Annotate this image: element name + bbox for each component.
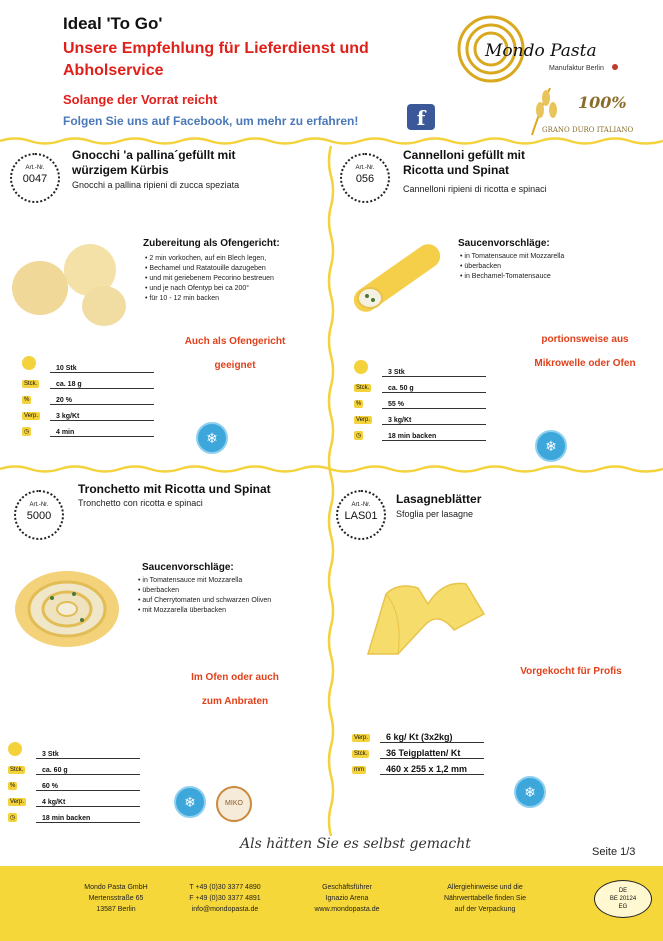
plate-icon: [8, 742, 22, 756]
website-link[interactable]: www.mondopasta.de: [314, 906, 380, 913]
footer-contact: T +49 (0)30 3377 4890 F +49 (0)30 3377 4891 info@mondopasta.de: [170, 882, 280, 915]
spec-table: Verp. 6 kg/ Kt (3x2kg) Stck. 36 Teigplatten/ Kt mm 460 x 255 x 1,2 mm: [352, 726, 484, 775]
timer-icon: ◷: [24, 429, 30, 435]
slogan: Als hätten Sie es selbst gemacht: [240, 836, 471, 852]
hint-list: • in Tomatensauce mit Mozzarella • überbacken • in Bechamel-Tomatensauce: [460, 252, 564, 282]
product-title: Lasagneblätter: [396, 492, 482, 506]
hint-heading: Saucenvorschläge:: [142, 562, 234, 573]
timer-icon: ◷: [10, 815, 16, 821]
product-title: Cannelloni gefüllt mit Ricotta und Spinat: [403, 148, 525, 177]
vertical-divider: [327, 146, 335, 836]
red-note: Vorgekocht für Profis: [520, 666, 622, 677]
frost-badge-icon: ❄: [174, 786, 206, 818]
halal-badge-icon: MIKO: [216, 786, 252, 822]
percent-icon: %: [24, 397, 30, 403]
verp-icon: Verp.: [10, 799, 25, 805]
product-subtitle: Cannelloni ripieni di ricotta e spinaci: [403, 184, 547, 194]
product-subtitle: Sfoglia per lasagne: [396, 509, 474, 519]
gnocchi-image: [8, 238, 128, 328]
spec-table: 3 Stk Stck. ca. 50 g % 55 % Verp. 3 kg/Kt ◷ 18 min backen: [354, 360, 486, 441]
verp-icon: Verp.: [24, 413, 39, 419]
frost-badge-icon: ❄: [514, 776, 546, 808]
footer-company: Mondo Pasta GmbH Mertensstraße 65 13587 Berlin: [84, 884, 148, 913]
eu-health-badge: DE BE 20124 EG: [594, 880, 652, 918]
stck-icon: Stck.: [10, 767, 24, 773]
top-divider: [0, 136, 663, 146]
timer-icon: ◷: [356, 433, 362, 439]
red-note: portionsweise aus Mikrowelle oder Ofen: [534, 334, 636, 369]
stck-icon: Stck.: [356, 385, 370, 391]
stck-icon: Stck.: [24, 381, 38, 387]
percent-icon: %: [10, 783, 16, 789]
grano-duro-badge: [520, 80, 640, 140]
article-number-badge: Art.-Nr. 5000: [14, 490, 64, 540]
red-note: Auch als Ofengericht geeignet: [184, 336, 286, 371]
percent-icon: %: [356, 401, 362, 407]
frost-badge-icon: ❄: [535, 430, 567, 462]
red-note: Im Ofen oder auch zum Anbraten: [191, 672, 279, 707]
hint-heading: Zubereitung als Ofengericht:: [143, 238, 280, 249]
hint-list: • 2 min vorkochen, auf ein Blech legen, • Bechamel und Ratatouille dazugeben • und mit geriebenem Pecorino bestreuen • und je nach Ofentyp bei ca 200° • für 10 - 12 min backen: [145, 254, 274, 304]
plate-icon: [354, 360, 368, 374]
stck-icon: Stck.: [354, 751, 368, 757]
footer-allergy: Allergiehinweise und die Nährwerttabelle finden Sie auf der Verpackung: [443, 884, 527, 913]
brand-name: Mondo Pasta: [485, 41, 597, 61]
footer-management: Geschäftsführer Ignazio Arena www.mondopasta.de: [292, 882, 402, 915]
lasagne-image: [358, 574, 488, 660]
page-number: Seite 1/3: [592, 846, 636, 858]
verp-icon: Verp.: [354, 735, 369, 741]
spec-table: 10 Stk Stck. ca. 18 g % 20 % Verp. 3 kg/Kt ◷ 4 min: [22, 356, 154, 437]
facebook-link[interactable]: Folgen Sie uns auf Facebook, um mehr zu erfahren!: [63, 114, 359, 128]
product-subtitle: Gnocchi a pallina ripieni di zucca speziata: [72, 180, 240, 190]
facebook-icon[interactable]: f: [407, 104, 435, 130]
tronchetto-image: [12, 568, 122, 650]
hint-list: • in Tomatensauce mit Mozzarella • überbacken • auf Cherrytomaten und schwarzen Oliven • mit Mozzarella überbacken: [138, 576, 271, 616]
page-subtitle: Unsere Empfehlung für Lieferdienst und Abholservice: [63, 40, 369, 79]
mondo-pasta-logo: [455, 14, 630, 84]
grano-text: GRANO DURO ITALIANO: [542, 126, 634, 134]
verp-icon: Verp.: [356, 417, 371, 423]
hint-heading: Saucenvorschläge:: [458, 238, 550, 249]
article-number-badge: Art.-Nr. LAS01: [336, 490, 386, 540]
page-title: Ideal 'To Go': [63, 14, 163, 33]
product-subtitle: Tronchetto con ricotta e spinaci: [78, 498, 203, 508]
product-title: Gnocchi 'a pallina´gefüllt mit würzigem Kürbis: [72, 148, 236, 177]
cannelloni-image: [352, 238, 442, 318]
brand-tagline: Manufaktur Berlin: [549, 65, 604, 72]
grano-percent: 100%: [578, 93, 627, 112]
article-number-badge: Art.-Nr. 0047: [10, 153, 60, 203]
plate-icon: [22, 356, 36, 370]
email-link[interactable]: info@mondopasta.de: [191, 906, 259, 913]
size-icon: mm: [354, 767, 364, 773]
spec-table: 3 Stk Stck. ca. 60 g % 60 % Verp. 4 kg/Kt ◷ 18 min backen: [8, 742, 140, 823]
product-title: Tronchetto mit Ricotta und Spinat: [78, 482, 271, 496]
article-number-badge: Art.-Nr. 056: [340, 153, 390, 203]
frost-badge-icon: ❄: [196, 422, 228, 454]
stock-note: Solange der Vorrat reicht: [63, 92, 218, 107]
